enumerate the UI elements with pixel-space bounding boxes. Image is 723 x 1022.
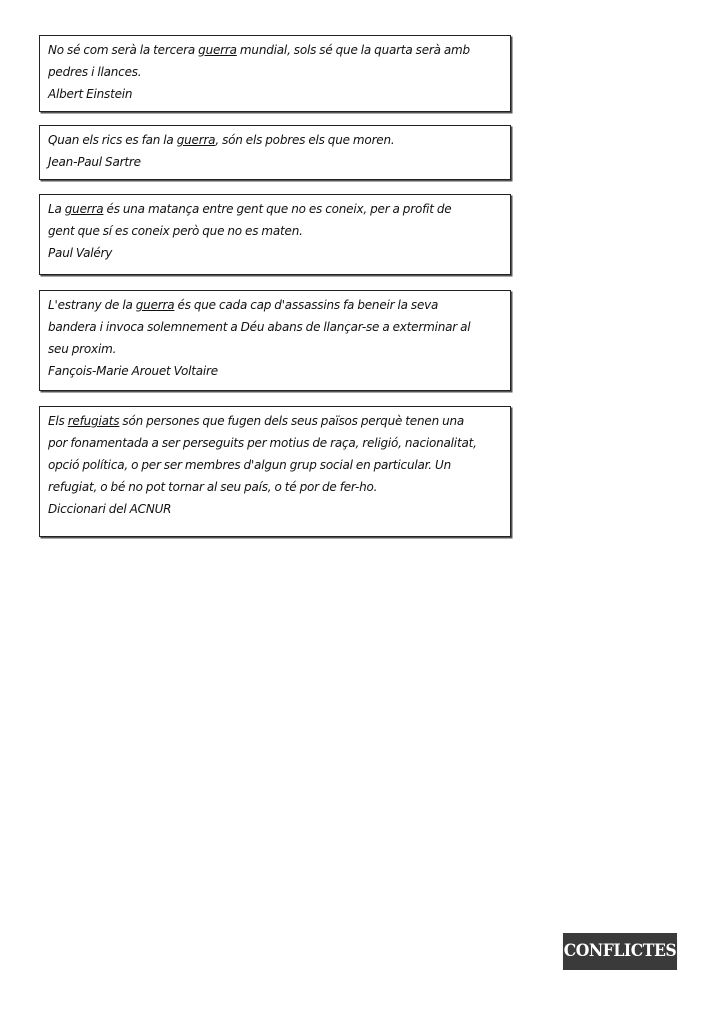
quote-box [39, 290, 511, 391]
keyword-underlined: guerra [176, 133, 216, 147]
quote-text: són persones que fugen dels seus països perquè tenen una [119, 414, 465, 428]
quote-line: bandera i invoca solemnement a Déu abans de llançar-se a exterminar al [48, 320, 471, 334]
keyword-underlined: refugiats [67, 414, 120, 428]
keyword-underlined: guerra [64, 202, 104, 216]
keyword-underlined: guerra [198, 43, 237, 57]
quote-author: Fançois-Marie Arouet Voltaire [48, 364, 218, 378]
quote-text: Quan els rics es fan la [48, 133, 177, 147]
quote-box [39, 35, 511, 112]
quote-box [39, 125, 511, 180]
quote-text: La [48, 202, 65, 216]
quote-text: L'estrany de la [48, 298, 136, 312]
quote-text: és una matança entre gent que no es coneix, per a profit de [103, 202, 452, 216]
keyword-underlined: guerra [135, 298, 175, 312]
quote-line: gent que sí es coneix però que no es maten. [48, 224, 303, 238]
quote-author: Albert Einstein [48, 87, 133, 101]
quote-line: por fonamentada a ser perseguits per motius de raça, religió, nacionalitat, [48, 436, 477, 450]
quote-line [48, 294, 502, 316]
quote-line: opció política, o per ser membres d'algun grup social en particular. Un [48, 458, 451, 472]
quote-author: Paul Valéry [48, 246, 113, 260]
quote-author: Diccionari del ACNUR [48, 502, 172, 516]
quote-text: No sé com serà la tercera [48, 43, 199, 57]
quote-line [48, 198, 502, 220]
quote-line [48, 39, 502, 61]
quote-line: pedres i llances. [48, 65, 142, 79]
quote-line: refugiat, o bé no pot tornar al seu país, o té por de fer-ho. [48, 480, 378, 494]
quote-box [39, 406, 511, 537]
quote-line: seu proxim. [48, 342, 117, 356]
quote-author: Jean-Paul Sartre [48, 155, 141, 169]
quote-line [48, 410, 502, 432]
section-tag-conflictes: CONFLICTES [563, 933, 677, 970]
quote-box [39, 194, 511, 275]
quote-text: és que cada cap d'assassins fa beneir la seva [174, 298, 439, 312]
quote-text: mundial, sols sé que la quarta serà amb [236, 43, 470, 57]
quote-line [48, 129, 502, 151]
quote-text: , són els pobres els que moren. [215, 133, 395, 147]
quote-text: Els [48, 414, 68, 428]
